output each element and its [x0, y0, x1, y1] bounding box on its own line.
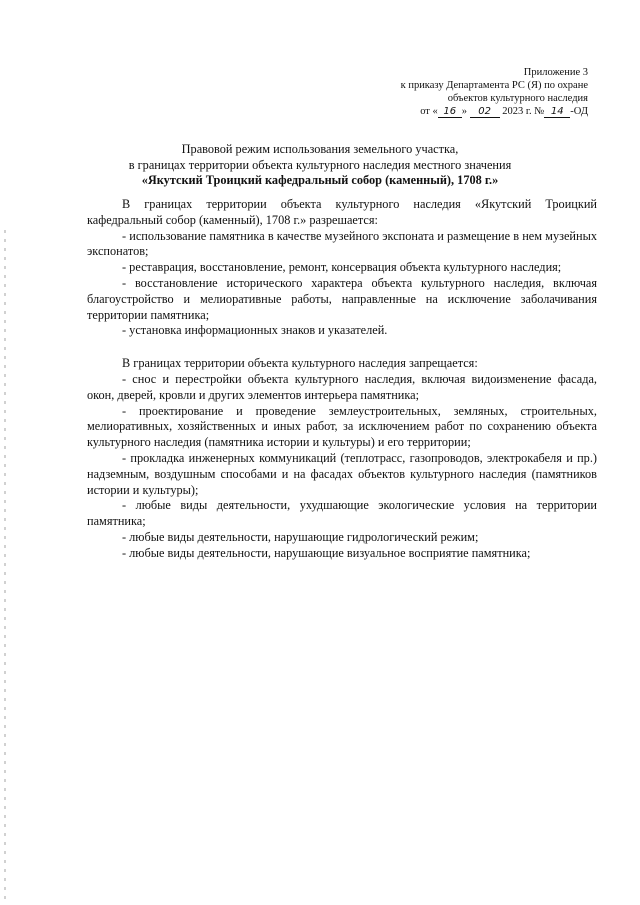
prohibited-intro: В границах территории объекта культурного наследия запрещается:: [122, 356, 478, 371]
appendix-label: Приложение 3: [523, 67, 588, 78]
order-reference: к приказу Департамента РС (Я) по охране: [400, 80, 588, 91]
order-suffix: -ОД: [570, 106, 588, 117]
date-prefix: от «: [420, 106, 438, 117]
prohibited-item: - прокладка инженерных коммуникаций (теплотрасс, газопроводов, электрокабеля и пр.) надземным, воздушным способами и на фасадах объектов культурного наследия (памятников истории и культуры);: [87, 450, 597, 497]
document-body: [87, 197, 597, 562]
scan-edge-artifact: [4, 230, 6, 900]
permitted-item: - использование памятника в качестве музейного экспоната и размещение в нем музейных экспонатов;: [87, 228, 597, 259]
date-mid: »: [461, 106, 468, 117]
permitted-item: - реставрация, восстановление, ремонт, консервация объекта культурного наследия;: [122, 260, 562, 275]
date-day-handwritten: 16: [438, 107, 462, 118]
date-year: 2023 г. №: [502, 106, 545, 117]
prohibited-item: - проектирование и проведение землеустроительных, земляных, строительных, мелиоративных, хозяйственных и иных работ, за исключением работ по сохранению объекта культурного наследия (памятника истории и культуры) и его территории;: [87, 403, 597, 450]
title-line-3: «Якутский Троицкий кафедральный собор (каменный), 1708 г.»: [141, 173, 499, 187]
section-spacer: [87, 339, 597, 356]
order-number-handwritten: 14: [544, 107, 570, 118]
order-date-line: [258, 105, 588, 118]
date-month-handwritten: 02: [470, 107, 500, 118]
title-line-2: в границах территории объекта культурного наследия местного значения: [128, 157, 512, 172]
permitted-item: - установка информационных знаков и указателей.: [122, 323, 388, 338]
prohibited-item: - любые виды деятельности, ухудшающие экологические условия на территории памятника;: [87, 498, 597, 529]
title-line-1: Правовой режим использования земельного участка,: [181, 142, 459, 156]
permitted-intro: В границах территории объекта культурного наследия «Якутский Троицкий кафедральный собор (каменный), 1708 г.» разрешается:: [87, 197, 597, 227]
prohibited-item: - снос и перестройки объекта культурного наследия, включая видоизменение фасада, окон, дверей, кровли и других элементов интерьера памятника;: [87, 371, 597, 402]
prohibited-item: - любые виды деятельности, нарушающие визуальное восприятие памятника;: [122, 545, 531, 560]
permitted-item: - восстановление исторического характера объекта культурного наследия, включая благоустройство и мелиоративные работы, направленные на исключение заболачивания территории памятника;: [87, 275, 597, 322]
order-reference-cont: объектов культурного наследия: [447, 93, 588, 104]
appendix-header: [258, 66, 588, 118]
prohibited-item: - любые виды деятельности, нарушающие гидрологический режим;: [122, 529, 479, 544]
document-title: [76, 142, 564, 189]
